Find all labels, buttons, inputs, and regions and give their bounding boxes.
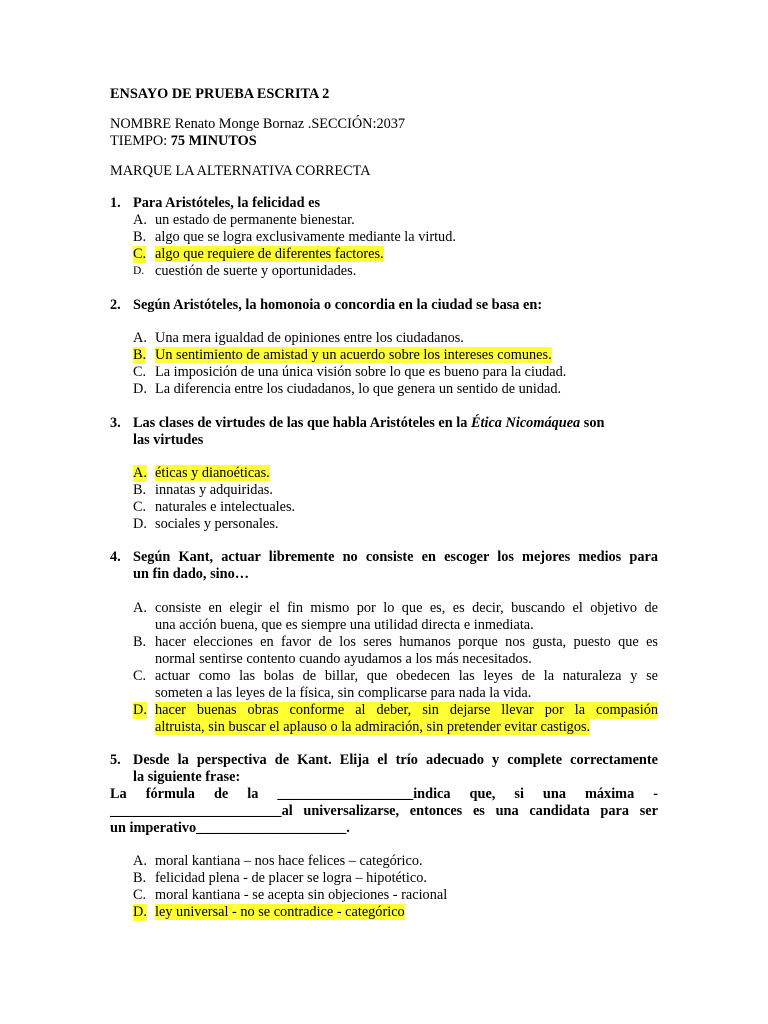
- option-item: [133, 330, 658, 347]
- question-number: 3.: [110, 415, 121, 431]
- option-item: [133, 263, 658, 280]
- option-text: hacer elecciones en favor de los seres humanos porque nos gusta, puesto que es: [155, 634, 658, 650]
- option-letter: A.: [133, 212, 147, 228]
- option-text: actuar como las bolas de billar, que obedecen las leyes de la naturaleza y se: [155, 668, 658, 684]
- question-text-line2: un fin dado, sino…: [133, 566, 250, 582]
- option-item: [133, 887, 658, 904]
- option-item: [133, 634, 658, 668]
- option-item: [133, 212, 658, 229]
- option-text: moral kantiana – nos hace felices – categórico.: [155, 853, 423, 869]
- option-item: [133, 516, 658, 533]
- option-letter: A.: [133, 465, 147, 481]
- fill-in-sentence-line2: ________________________al universalizarse, entonces es una candidata para ser: [110, 803, 658, 819]
- option-letter: B.: [133, 634, 147, 650]
- option-item: [133, 668, 658, 702]
- option-letter: C.: [133, 668, 147, 684]
- option-letter: C.: [133, 499, 147, 515]
- question-text: Desde la perspectiva de Kant. Elija el trío adecuado y complete correctamente: [133, 752, 658, 768]
- option-item-selected: [133, 246, 658, 263]
- option-letter: D.: [133, 702, 147, 718]
- option-text: algo que requiere de diferentes factores.: [155, 246, 384, 262]
- fill-in-sentence-line3: un imperativo_____________________.: [110, 820, 350, 836]
- question-text: Según Aristóteles, la homonoia o concordia en la ciudad se basa en:: [133, 297, 543, 313]
- question-number: 2.: [110, 297, 121, 313]
- question-text: Para Aristóteles, la felicidad es: [133, 195, 321, 211]
- option-letter: D.: [133, 516, 147, 532]
- time-value: 75 MINUTOS: [170, 133, 257, 149]
- option-item: [133, 870, 658, 887]
- option-text-line2: normal sentirse contento cuando ayudamos a los más necesitados.: [155, 651, 532, 667]
- question-number: 1.: [110, 195, 121, 211]
- option-letter: B.: [133, 870, 147, 886]
- option-item: [133, 364, 658, 381]
- option-text: éticas y dianoéticas.: [155, 465, 270, 481]
- option-letter: A.: [133, 600, 147, 616]
- option-item-selected: [133, 465, 658, 482]
- instruction-text: MARQUE LA ALTERNATIVA CORRECTA: [110, 163, 371, 179]
- option-item: [133, 499, 658, 516]
- option-text: naturales e intelectuales.: [155, 499, 296, 515]
- time-label: TIEMPO:: [110, 133, 171, 149]
- option-letter: D.: [133, 904, 147, 920]
- document-title: ENSAYO DE PRUEBA ESCRITA 2: [110, 86, 330, 102]
- option-text: consiste en elegir el fin mismo por lo que es, es decir, buscando el objetivo de: [155, 600, 658, 616]
- option-item: [133, 229, 658, 246]
- option-text: cuestión de suerte y oportunidades.: [155, 263, 357, 279]
- question-number: 4.: [110, 549, 121, 565]
- option-item: [133, 381, 658, 398]
- option-item-selected: [133, 347, 658, 364]
- question-number: 5.: [110, 752, 121, 768]
- option-text-line2: una acción buena, que es siempre una utilidad directa e inmediata.: [155, 617, 534, 633]
- option-letter: D.: [133, 265, 145, 277]
- time-line: [110, 133, 257, 150]
- question-text: Las clases de virtudes de las que habla Aristóteles en la Ética Nicomáquea son: [133, 415, 605, 431]
- option-text-line2: someten a las leyes de la física, sin complicarse para nada la vida.: [155, 685, 532, 701]
- fill-in-sentence: La fórmula de la ___________________indica que, si una máxima -: [110, 786, 658, 802]
- option-text-line2: altruista, sin buscar el aplauso o la admiración, sin pretender evitar castigos.: [155, 719, 591, 735]
- option-text: ley universal - no se contradice - categórico: [155, 904, 405, 920]
- option-text: sociales y personales.: [155, 516, 279, 532]
- option-text: moral kantiana - se acepta sin objeciones - racional: [155, 887, 448, 903]
- option-letter: B.: [133, 347, 147, 363]
- option-text: hacer buenas obras conforme al deber, sin dejarse llevar por la compasión: [155, 702, 658, 718]
- option-text: La imposición de una única visión sobre lo que es bueno para la ciudad.: [155, 364, 567, 380]
- question-text-line2: las virtudes: [133, 432, 204, 448]
- option-letter: C.: [133, 246, 147, 262]
- option-letter: B.: [133, 482, 147, 498]
- option-text: innatas y adquiridas.: [155, 482, 273, 498]
- book-title: Ética Nicomáquea: [470, 415, 581, 431]
- option-text: La diferencia entre los ciudadanos, lo que genera un sentido de unidad.: [155, 381, 562, 397]
- question-text: Según Kant, actuar libremente no consiste en escoger los mejores medios para: [133, 549, 658, 565]
- option-letter: C.: [133, 364, 147, 380]
- option-letter: C.: [133, 887, 147, 903]
- student-name-line: NOMBRE Renato Monge Bornaz .SECCIÓN:2037: [110, 116, 406, 132]
- option-text: Una mera igualdad de opiniones entre los ciudadanos.: [155, 330, 464, 346]
- option-letter: D.: [133, 381, 147, 397]
- option-item-selected: [133, 702, 658, 736]
- question-text-line2: la siguiente frase:: [133, 769, 241, 785]
- option-text: un estado de permanente bienestar.: [155, 212, 355, 228]
- option-text: Un sentimiento de amistad y un acuerdo sobre los intereses comunes.: [155, 347, 552, 363]
- option-letter: A.: [133, 853, 147, 869]
- option-letter: B.: [133, 229, 147, 245]
- option-item: [133, 482, 658, 499]
- option-item: [133, 600, 658, 634]
- option-text: algo que se logra exclusivamente mediante la virtud.: [155, 229, 456, 245]
- option-text: felicidad plena - de placer se logra – hipotético.: [155, 870, 427, 886]
- option-item: [133, 853, 658, 870]
- option-item-selected: [133, 904, 658, 921]
- option-letter: A.: [133, 330, 147, 346]
